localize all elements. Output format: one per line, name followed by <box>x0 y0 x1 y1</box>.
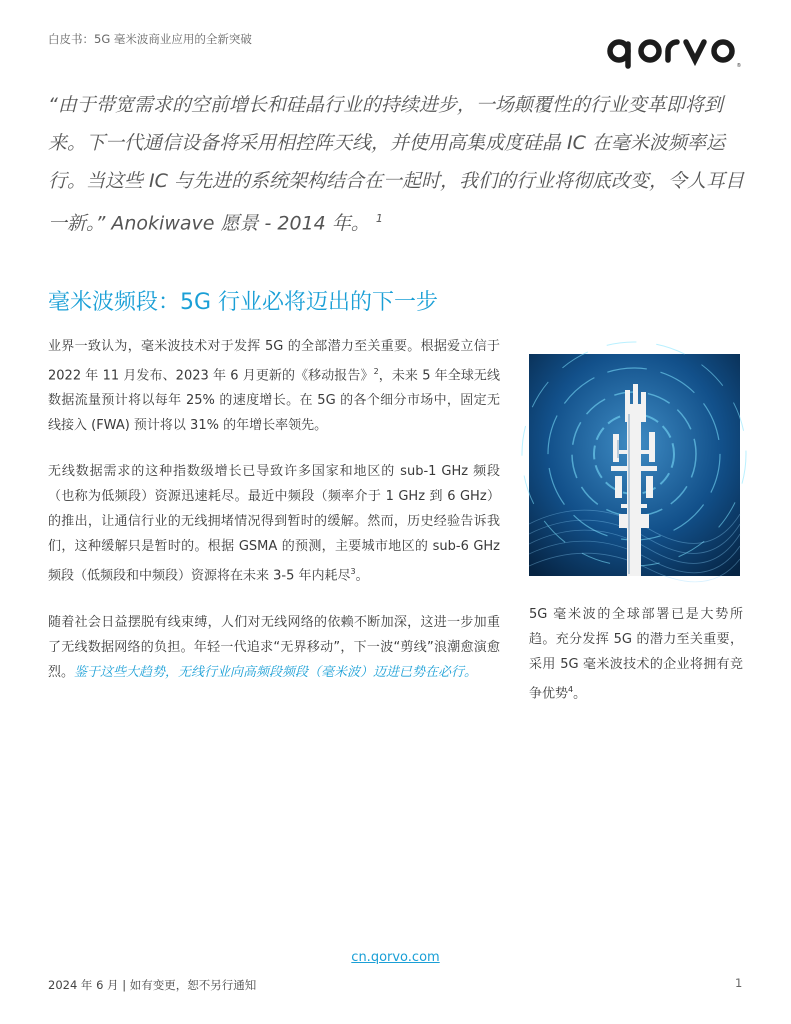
pull-quote <box>48 86 748 242</box>
caption-text: 5G 毫米波的全球部署已是大势所趋。充分发挥 5G 的潜力至关重要，采用 5G 毫米波技术的企业将拥有竞争优势 <box>529 607 743 702</box>
highlight-statement: 鉴于这些大趋势，无线行业向高频段频段（毫米波）迈进已势在必行。 <box>74 664 478 680</box>
paragraph-1 <box>48 334 500 438</box>
footnote-ref-3: 3 <box>350 567 356 577</box>
qorvo-logo <box>606 36 740 70</box>
footer-date-note: 2024 年 6 月 | 如有变更，恕不另行通知 <box>48 978 257 992</box>
quote-text: “由于带宽需求的空前增长和硅晶行业的持续进步，一场颠覆性的行业变革即将到来。下一代通信设备将采用相控阵天线，并使用高集成度硅晶 IC 在毫米波频率运行。当这些 IC 与先进的系统架构结合在一起时，我们的行业将彻底改变，令人耳目一新。” Anokiwave 愿景 - 2014 年。 <box>48 94 744 235</box>
document-title-header: 白皮书：5G 毫米波商业应用的全新突破 <box>48 32 252 46</box>
footnote-ref-2: 2 <box>373 367 379 376</box>
section-title: 毫米波频段：5G 行业必将迈出的下一步 <box>48 290 439 315</box>
footer-website <box>0 950 791 965</box>
paragraph-2-end: 。 <box>355 568 369 584</box>
paragraph-2 <box>48 459 500 588</box>
quote-footnote-ref: 1 <box>375 212 383 225</box>
paragraph-1-text-cont: ，未来 5 年全球无线数据流量预计将以每年 25% 的速度增长。在 5G 的各个细分市场中，固定无线接入 (FWA) 预计将以 31% 的年增长率领先。 <box>48 368 500 434</box>
body-column <box>48 334 500 706</box>
caption-end: 。 <box>573 686 587 702</box>
photo-caption <box>529 602 743 706</box>
paragraph-2-text: 无线数据需求的这种指数级增长已导致许多国家和地区的 sub-1 GHz 频段（也称为低频段）资源迅速耗尽。最近中频段（频率介于 1 GHz 到 6 GHz）的推出，让通信行业的无线拥堵情况得到暂时的缓解。然而，历史经验告诉我们，这种缓解只是暂时的。根据 GSMA 的预测，主要城市地区的 sub-6 GHz 频段（低频段和中频段）资源将在未来 3-5 年内耗尽 <box>48 464 500 584</box>
footnote-ref-4: 4 <box>568 685 574 694</box>
paragraph-3 <box>48 610 500 685</box>
page-number: 1 <box>735 976 743 990</box>
cell-tower-photo <box>529 354 740 576</box>
paragraph-3-text: 随着社会日益摆脱有线束缚，人们对无线网络的依赖不断加深，这进一步加重了无线数据网络的负担。年轻一代追求“无界移动”，下一波“剪线”浪潮愈演愈烈。 <box>48 614 500 680</box>
paragraph-1-text: 业界一致认为，毫米波技术对于发挥 5G 的全部潜力至关重要。根据爱立信于 2022 年 11 月发布、2023 年 6 月更新的《移动报告》 <box>48 339 500 384</box>
svg-text:®: ® <box>737 63 741 69</box>
website-link[interactable]: cn.qorvo.com <box>351 950 440 965</box>
